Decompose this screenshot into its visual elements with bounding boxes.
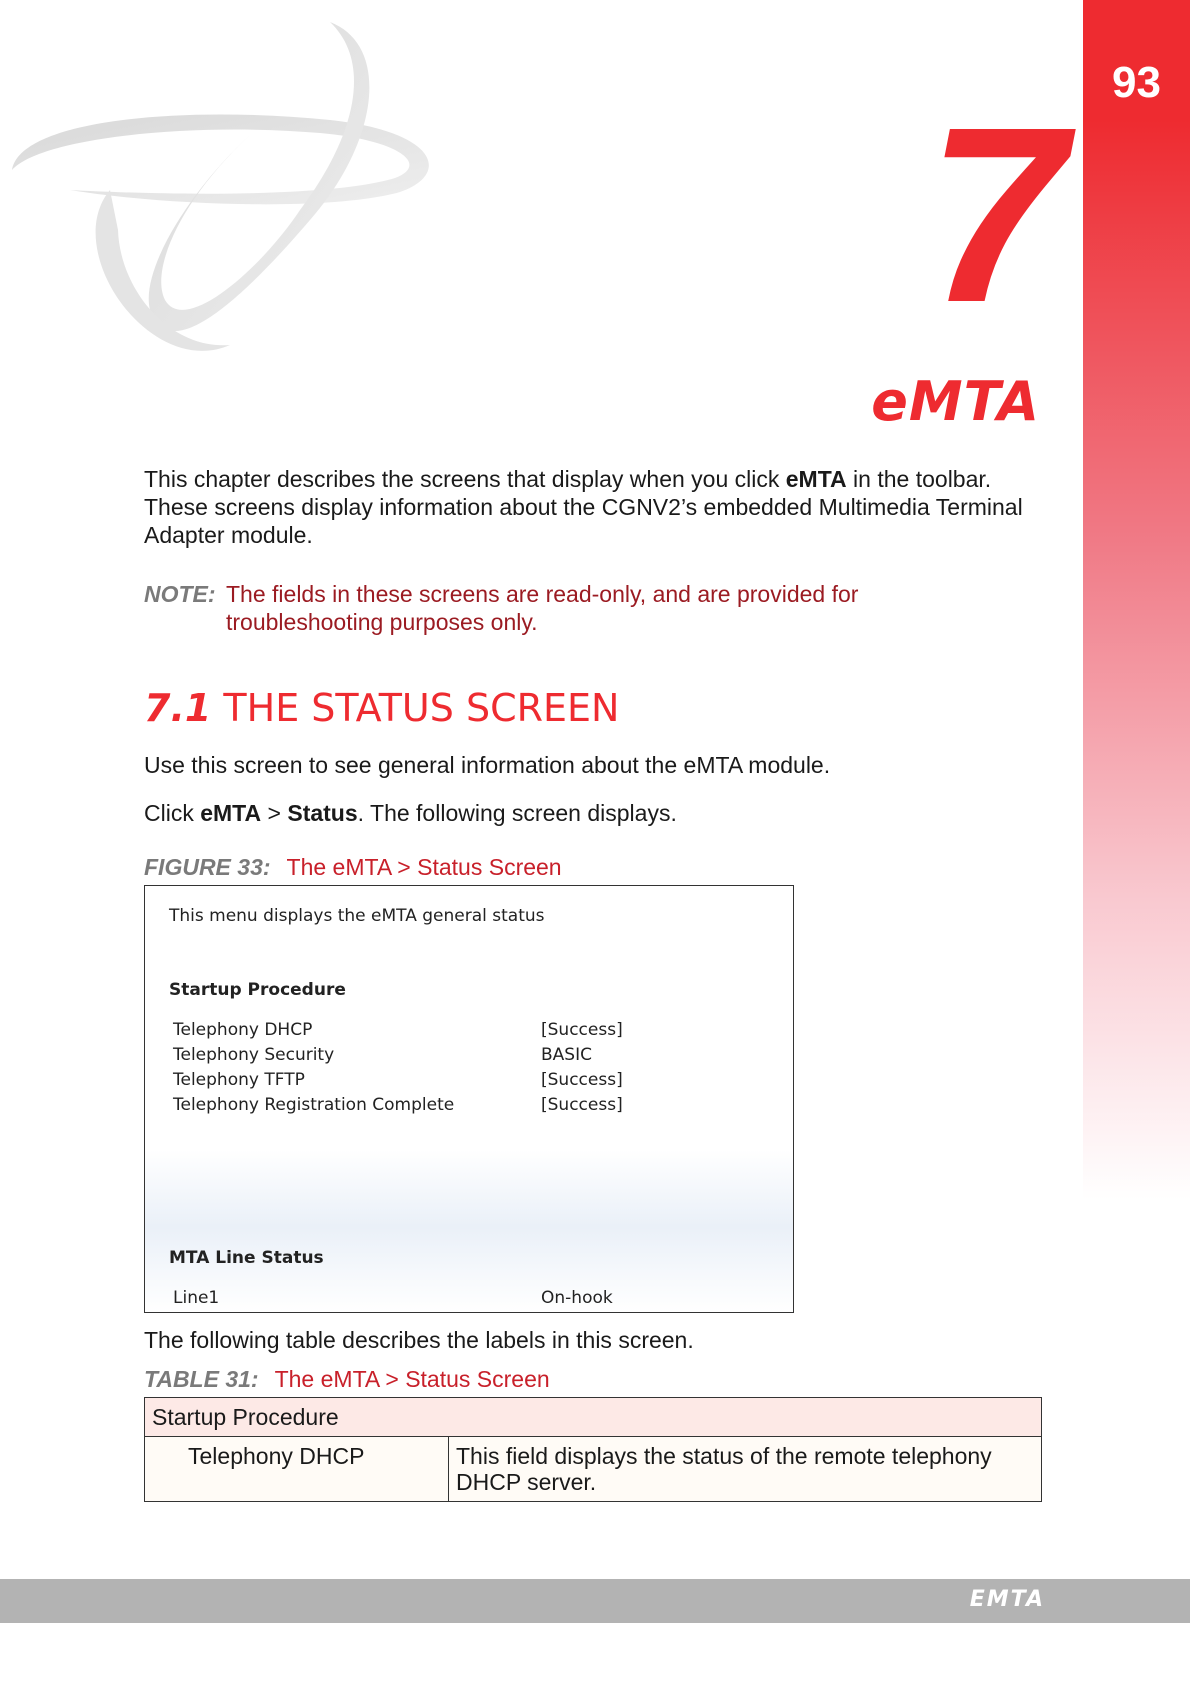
intro-text-after: in the toolbar. These screens display information about the CGNV2’s embedded Multimedia Terminal Adapter module. — [144, 466, 1023, 548]
chapter-number: 7 — [926, 75, 1062, 354]
page-number: 93 — [1112, 58, 1161, 107]
table-caption — [144, 1366, 550, 1393]
row-value-telephony-registration: [Success] — [541, 1095, 623, 1115]
figure-label: FIGURE 33: — [144, 854, 271, 880]
table-label: TABLE 31: — [144, 1366, 259, 1392]
p2-bold-status: Status — [287, 800, 358, 826]
description-table — [144, 1397, 1042, 1502]
brand-logo-icon — [0, 0, 460, 370]
row-label-telephony-registration: Telephony Registration Complete — [173, 1095, 455, 1115]
paragraph-1: Use this screen to see general information about the eMTA module. — [144, 752, 831, 778]
table-cell-field: Telephony DHCP — [145, 1437, 449, 1502]
row-value-telephony-dhcp: [Success] — [541, 1020, 623, 1040]
row-value-telephony-tftp: [Success] — [541, 1070, 623, 1090]
p2-after: . The following screen displays. — [357, 800, 677, 826]
status-screen-figure — [144, 885, 794, 1313]
intro-paragraph — [144, 465, 1044, 549]
mta-line-status-heading: MTA Line Status — [169, 1248, 324, 1268]
note-text: The fields in these screens are read-only, and are provided for troubleshooting purposes only. — [226, 581, 859, 635]
table-header-cell: Startup Procedure — [145, 1398, 1042, 1437]
table-header-row — [145, 1398, 1042, 1437]
p2-sep: > — [261, 800, 288, 826]
intro-text-bold: eMTA — [785, 466, 847, 492]
footer-label: EMTA — [969, 1587, 1045, 1612]
section-heading — [144, 686, 619, 730]
figure-title: The eMTA > Status Screen — [286, 854, 562, 880]
table-row — [145, 1437, 1042, 1502]
row-value-telephony-security: BASIC — [541, 1045, 592, 1065]
row-label-telephony-dhcp: Telephony DHCP — [173, 1020, 313, 1040]
table-cell-description: This field displays the status of the remote telephony DHCP server. — [449, 1437, 1042, 1502]
p2-before: Click — [144, 800, 201, 826]
note-label: NOTE: — [144, 581, 216, 607]
menu-description: This menu displays the eMTA general status — [169, 906, 545, 926]
line1-label: Line1 — [173, 1288, 220, 1308]
note-block — [144, 580, 904, 636]
intro-text-before: This chapter describes the screens that display when you click — [144, 466, 786, 492]
figure-caption — [144, 854, 562, 881]
side-color-bar — [1083, 0, 1190, 1200]
p2-bold-emta: eMTA — [200, 800, 262, 826]
paragraph-3: The following table describes the labels in this screen. — [144, 1327, 694, 1353]
row-label-telephony-security: Telephony Security — [173, 1045, 335, 1065]
line1-value: On-hook — [541, 1288, 613, 1308]
section-title: THE STATUS SCREEN — [223, 686, 620, 730]
section-number: 7.1 — [144, 686, 212, 730]
row-label-telephony-tftp: Telephony TFTP — [173, 1070, 305, 1090]
table-title: The eMTA > Status Screen — [274, 1366, 550, 1392]
chapter-title: eMTA — [871, 370, 1040, 433]
startup-procedure-heading: Startup Procedure — [169, 980, 346, 1000]
paragraph-2 — [144, 799, 677, 827]
